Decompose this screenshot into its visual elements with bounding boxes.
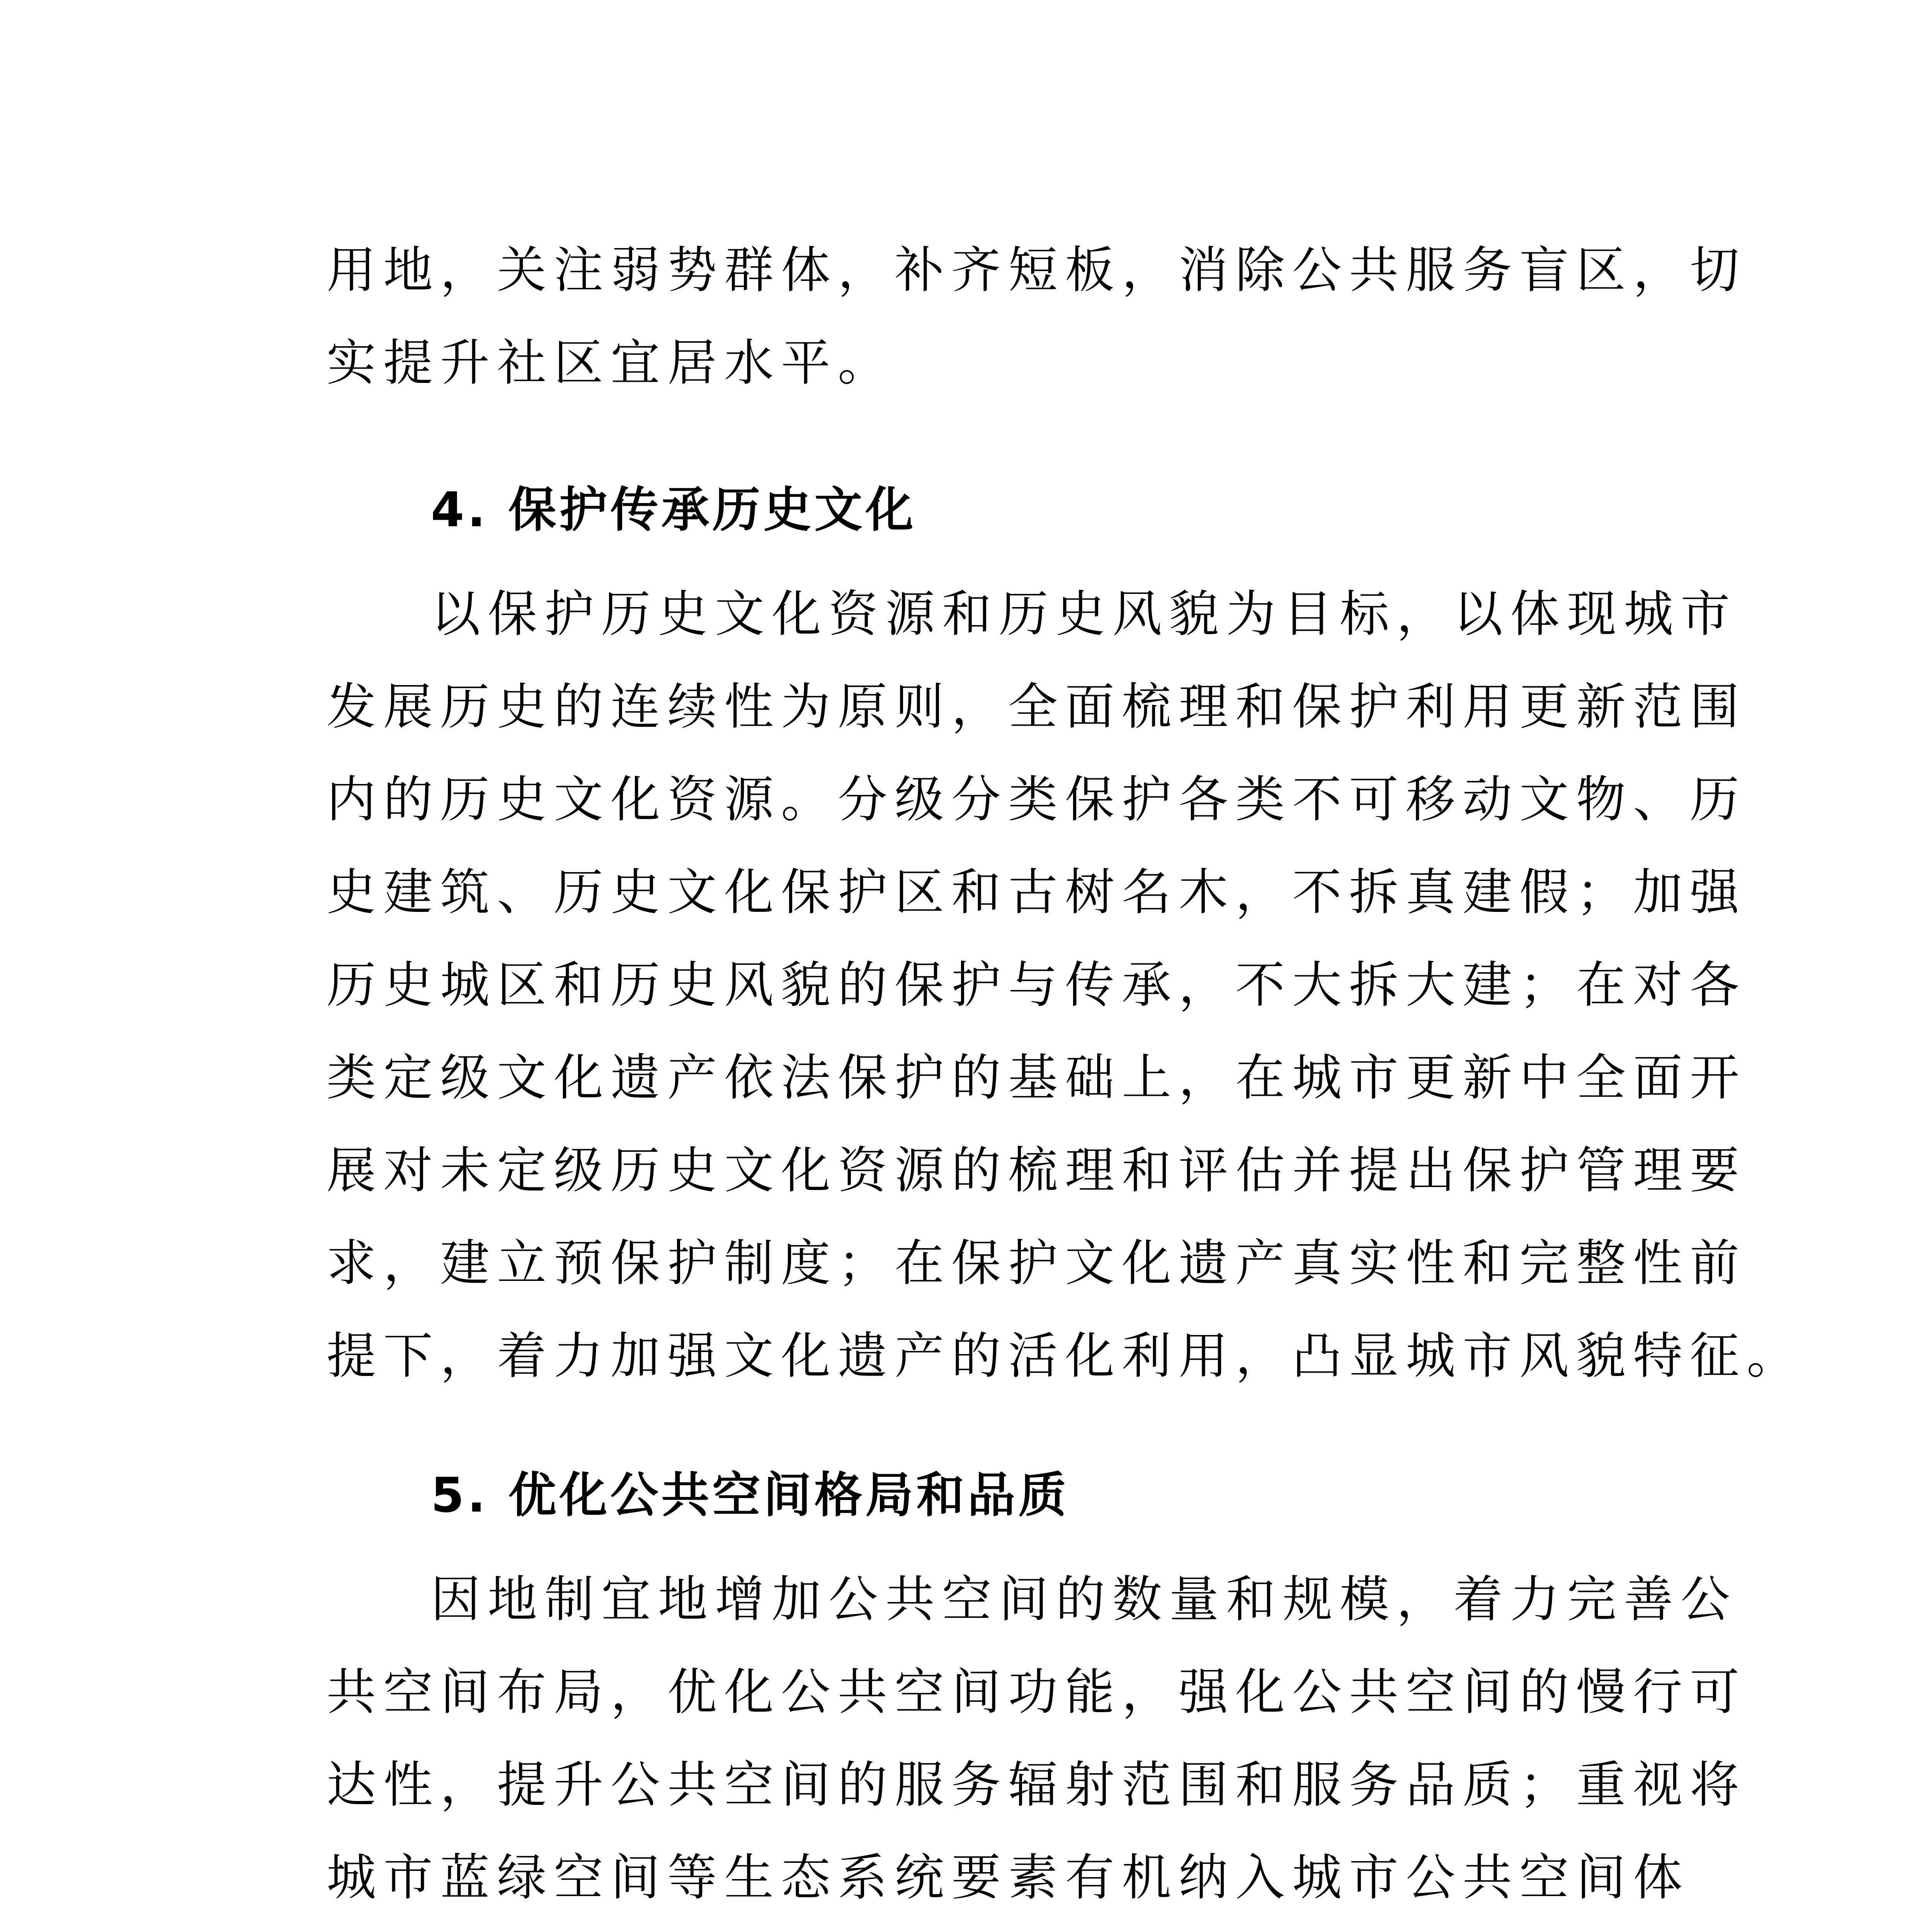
paragraph-line: 历史城区和历史风貌的保护与传承，不大拆大建；在对各 xyxy=(327,956,1747,1014)
paragraph-line: 发展历史的连续性为原则，全面梳理和保护利用更新范围 xyxy=(327,678,1747,736)
paragraph-line: 求，建立预保护制度；在保护文化遗产真实性和完整性前 xyxy=(327,1235,1747,1292)
paragraph-line: 因地制宜地增加公共空间的数量和规模，着力完善公 xyxy=(431,1571,1738,1628)
paragraph-line: 达性，提升公共空间的服务辐射范围和服务品质；重视将 xyxy=(327,1756,1747,1814)
paragraph-line: 类定级文化遗产依法保护的基础上，在城市更新中全面开 xyxy=(327,1049,1747,1107)
paragraph-line: 史建筑、历史文化保护区和古树名木，不拆真建假；加强 xyxy=(327,864,1747,921)
paragraph-line: 城市蓝绿空间等生态系统要素有机纳入城市公共空间体 xyxy=(327,1849,1690,1906)
paragraph-line: 共空间布局，优化公共空间功能，强化公共空间的慢行可 xyxy=(327,1663,1747,1721)
section-heading-4: 4. 保护传承历史文化 xyxy=(431,482,917,538)
paragraph-line: 展对未定级历史文化资源的梳理和评估并提出保护管理要 xyxy=(327,1142,1747,1199)
paragraph-line: 实提升社区宜居水平。 xyxy=(327,334,895,392)
paragraph-line: 提下，着力加强文化遗产的活化利用，凸显城市风貌特征。 xyxy=(327,1327,1804,1385)
paragraph-line: 以保护历史文化资源和历史风貌为目标，以体现城市 xyxy=(431,585,1738,643)
section-heading-5: 5. 优化公共空间格局和品质 xyxy=(431,1468,1070,1523)
paragraph-line: 用地，关注弱势群体，补齐短板，消除公共服务盲区，切 xyxy=(327,242,1747,299)
paragraph-line: 内的历史文化资源。分级分类保护各类不可移动文物、历 xyxy=(327,771,1747,828)
